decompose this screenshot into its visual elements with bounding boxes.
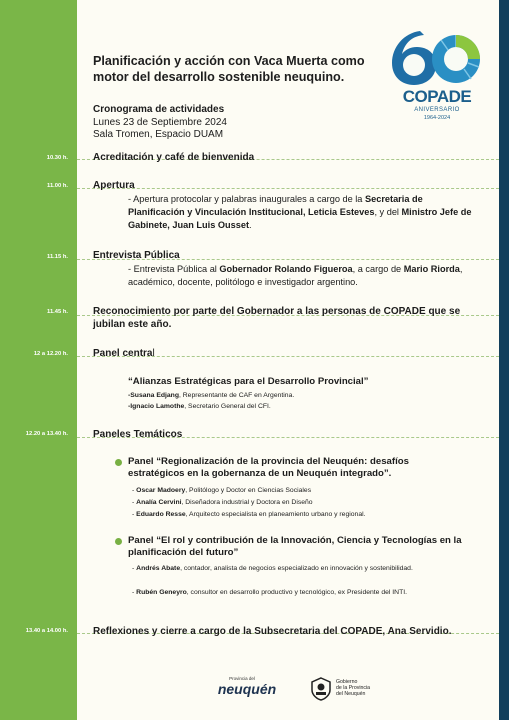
- speaker-name: Rubén Geneyro: [136, 589, 187, 596]
- section-reconocimiento: Reconocimiento por parte del Gobernador a las personas de COPADE que se jubilan este año.: [93, 306, 461, 330]
- shield-icon: [310, 677, 332, 701]
- speaker-row: [128, 401, 271, 413]
- time-label: 11.45 h.: [47, 309, 68, 315]
- detail-text: , académico, docente, politólogo e investigador argentino.: [128, 264, 463, 287]
- speaker-role: , Politólogo y Doctor en Ciencias Sociales: [185, 487, 312, 494]
- speaker-role: , Diseñadora industrial y Doctora en Diseño: [181, 499, 313, 506]
- gobierno-line: del Neuquén: [336, 691, 366, 697]
- gobierno-line: de la Provincia: [336, 685, 371, 691]
- copade-60-logo: [386, 25, 482, 125]
- speaker-role: , contador, analista de negocios especializado en innovación y sostenibilidad.: [180, 565, 413, 572]
- logo-aniversario-text: ANIVERSARIO: [414, 107, 460, 113]
- crono-block: [93, 104, 227, 142]
- panel-central-label-end: l: [152, 348, 155, 359]
- detail-bold: Secretaria de Planificación y Vinculación Institucional, Leticia Esteves: [128, 194, 423, 217]
- speaker-name: -Ignacio Lamothe: [128, 403, 185, 410]
- time-label: 13.40 a 14.00 h.: [25, 628, 68, 634]
- page-title: Planificación y acción con Vaca Muerta como motor del desarrollo sostenible neuquino.: [93, 54, 365, 84]
- speaker-name: Eduardo Resse: [136, 511, 186, 518]
- speaker-row: - Rubén Geneyro, consultor en desarrollo productivo y tecnológico, ex Presidente del INTI.: [132, 589, 408, 596]
- bullet-icon: [115, 538, 122, 545]
- left-green-band: [0, 0, 77, 720]
- panel-alianzas-title: “Alianzas Estratégicas para el Desarrollo Provincial”: [128, 376, 369, 387]
- speaker-name: Andrés Abate: [136, 565, 181, 572]
- detail-text: , y del: [374, 207, 402, 217]
- section-panel-central: [93, 347, 473, 360]
- speaker-role: , consultor en desarrollo productivo y tecnológico, ex Presidente del INTI.: [186, 589, 408, 596]
- panel-central-label: Panel centra: [93, 348, 153, 359]
- panel-regionalizacion-title: Panel “Regionalización de la provincia del Neuquén: desafíos estratégicos en la gobernanza de un Neuquén integrado”.: [128, 456, 409, 479]
- logo-copade-text: COPADE: [402, 87, 472, 106]
- detail-bold: Mario Riorda: [403, 264, 460, 274]
- speaker-row: - Andrés Abate, contador, analista de negocios especializado en innovación y sostenibilidad.: [132, 565, 413, 572]
- detail-text: .: [249, 220, 252, 230]
- right-blue-band: [499, 0, 509, 720]
- speaker-row: - Oscar Madoery, Politólogo y Doctor en Ciencias Sociales: [132, 487, 312, 494]
- speaker-role: , Arquitecto especialista en planeamiento urbano y regional.: [185, 511, 366, 518]
- crono-place: Sala Tromen, Espacio DUAM: [93, 129, 224, 140]
- detail-text: , a cargo de: [352, 264, 404, 274]
- gobierno-neuquen-logo: [310, 677, 390, 703]
- entrevista-detail: [128, 263, 473, 289]
- detail-bold: Gobernador Rolando Figueroa: [219, 264, 353, 274]
- speaker-role: , Representante de CAF en Argentina.: [179, 392, 295, 399]
- detail-bold: Ministro Jefe de Gabinete, Juan Luis Ousset: [128, 207, 472, 230]
- gobierno-text: [336, 679, 391, 697]
- speaker-row: - Analía Cervini, Diseñadora industrial y Doctora en Diseño: [132, 499, 313, 506]
- section-apertura: Apertura: [93, 180, 135, 191]
- speaker-name: Oscar Madoery: [136, 487, 186, 494]
- detail-text: - Apertura protocolar y palabras inaugurales a cargo de la: [128, 194, 365, 204]
- speaker-role: , Secretario General del CFI.: [184, 403, 271, 410]
- neuquen-province-logo: [212, 676, 282, 706]
- crono-heading: Cronograma de actividades: [93, 104, 225, 115]
- time-label: 12 a 12.20 h.: [33, 351, 68, 357]
- neuquen-word: neuquén: [217, 681, 277, 697]
- logo-years-text: 1964-2024: [423, 115, 451, 121]
- time-label: 11.00 h.: [47, 183, 68, 189]
- panel-innovacion-title: Panel “El rol y contribución de la Innovación, Ciencia y Tecnologías en la planificación del futuro”: [128, 535, 462, 558]
- bullet-icon: [115, 459, 122, 466]
- speaker-name: Analía Cervini: [136, 499, 182, 506]
- time-label: 10.30 h.: [46, 155, 68, 161]
- section-entrevista: Entrevista Pública: [93, 250, 180, 261]
- neuquen-small-text: Provincia del: [229, 676, 255, 681]
- detail-text: - Entrevista Pública al: [128, 264, 220, 274]
- time-label: 11.15 h.: [47, 254, 68, 260]
- section-acreditacion: Acreditación y café de bienvenida: [93, 152, 255, 163]
- speaker-name: -Susana Edjang: [128, 392, 179, 399]
- speaker-row: - Eduardo Resse, Arquitecto especialista en planeamiento urbano y regional.: [132, 511, 366, 518]
- section-cierre: Reflexiones y cierre a cargo de la Subsecretaria del COPADE, Ana Servidio.: [93, 626, 452, 637]
- speaker-row: [128, 390, 294, 402]
- sixty-graphic: [386, 25, 482, 89]
- gobierno-line: Gobierno: [336, 679, 358, 685]
- crono-date: Lunes 23 de Septiembre 2024: [93, 116, 227, 128]
- apertura-detail: [128, 193, 473, 232]
- section-paneles-tematicos: Paneles Temáticos: [93, 429, 183, 440]
- time-label: 12.20 a 13.40 h.: [25, 431, 68, 437]
